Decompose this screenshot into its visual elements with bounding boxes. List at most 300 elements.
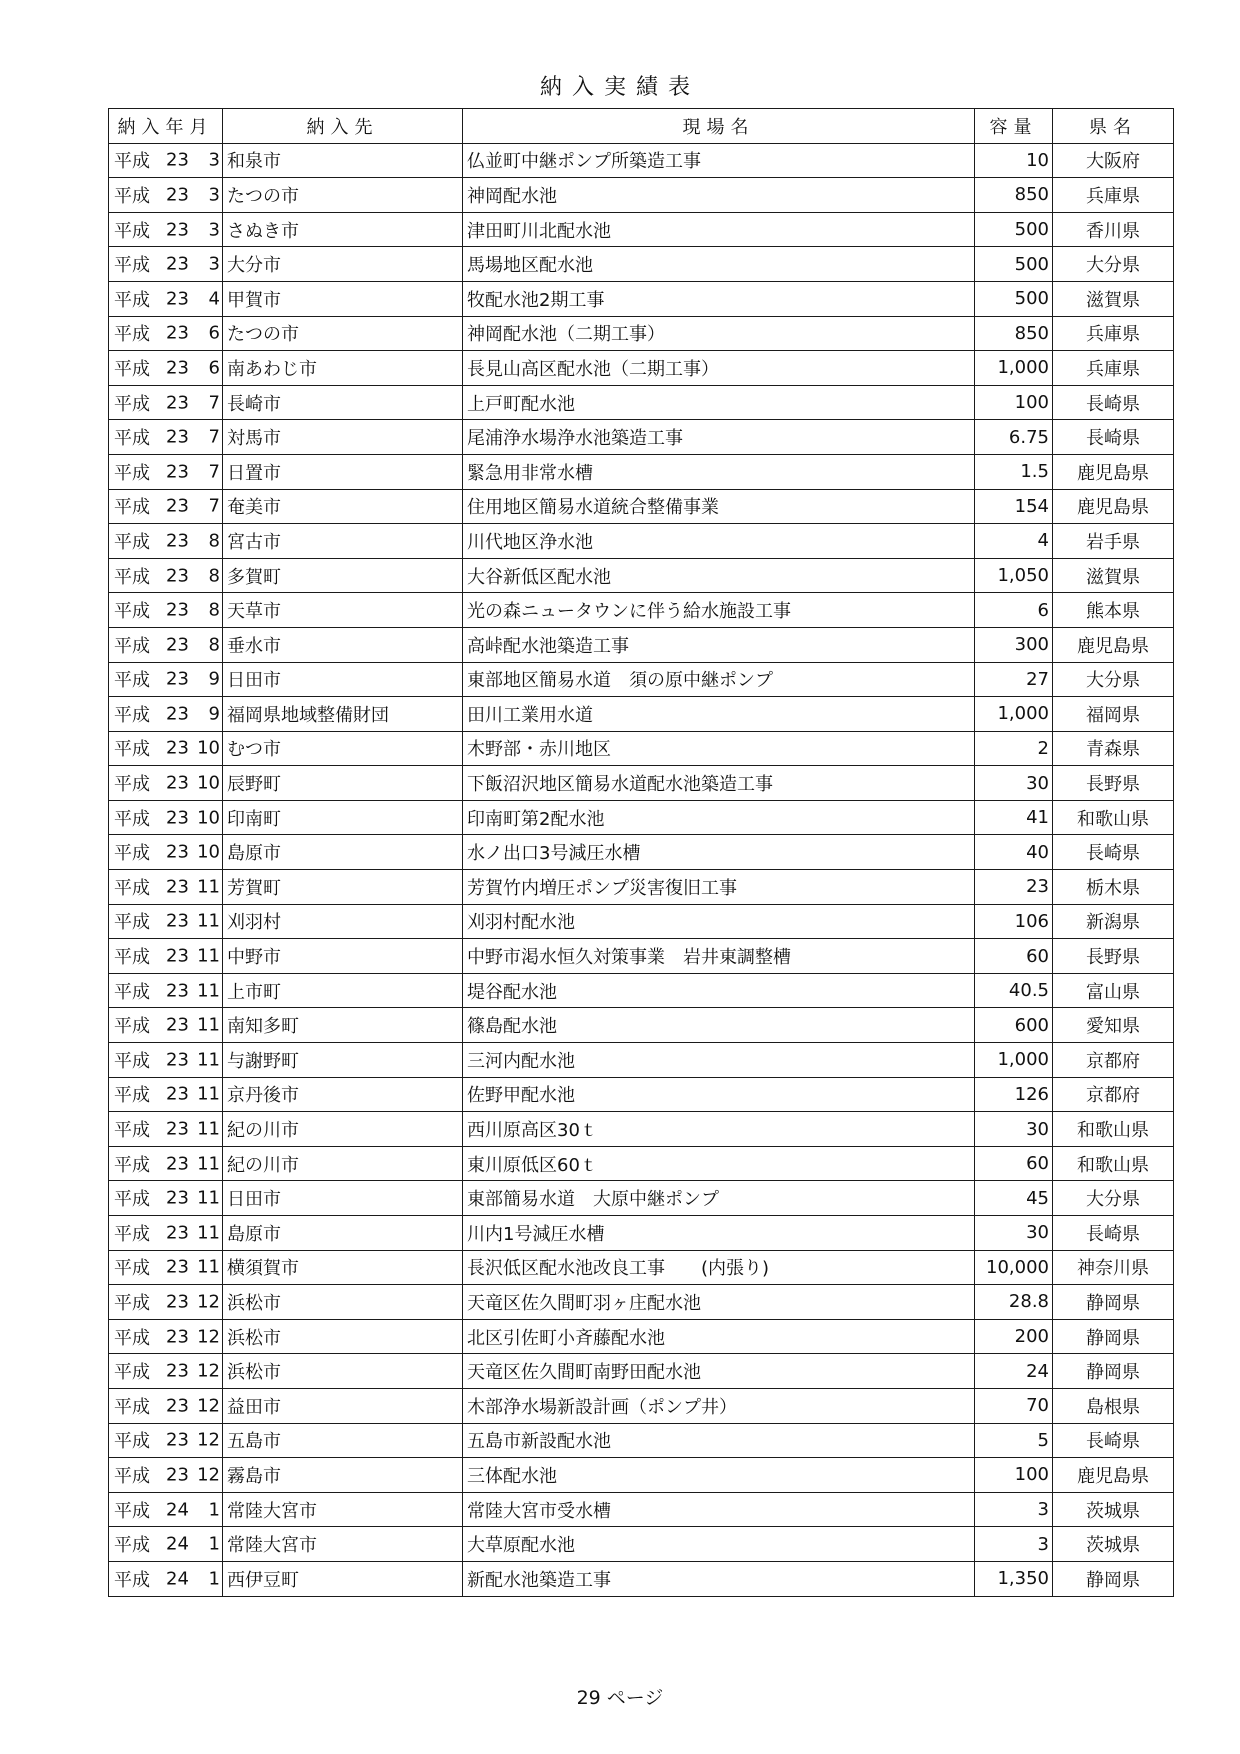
delivery-date-cell <box>109 316 223 351</box>
prefecture-cell: 富山県 <box>1053 973 1174 1008</box>
delivery-month: 3 <box>208 219 220 241</box>
site-name-cell: 田川工業用水道 <box>463 697 975 732</box>
delivery-month: 12 <box>197 1395 220 1417</box>
delivery-month: 10 <box>197 841 220 863</box>
prefecture-cell: 長崎県 <box>1053 385 1174 420</box>
client-cell: 日置市 <box>223 454 463 489</box>
table-row <box>109 1388 1174 1423</box>
site-name-cell: 尾浦浄水場浄水池築造工事 <box>463 420 975 455</box>
era-name: 平成 <box>114 1258 150 1280</box>
table-row <box>109 1561 1174 1596</box>
client-cell: 福岡県地域整備財団 <box>223 697 463 732</box>
table-row <box>109 143 1174 178</box>
delivery-date-cell <box>109 247 223 282</box>
delivery-date-cell <box>109 627 223 662</box>
delivery-month: 12 <box>197 1360 220 1382</box>
capacity-cell: 41 <box>975 800 1053 835</box>
table-row <box>109 1146 1174 1181</box>
capacity-cell: 4 <box>975 524 1053 559</box>
delivery-date-cell <box>109 1354 223 1389</box>
era-year: 23 <box>166 1256 189 1278</box>
era-year: 24 <box>166 1533 189 1555</box>
site-name-cell: 神岡配水池 <box>463 178 975 213</box>
delivery-date-cell <box>109 1043 223 1078</box>
delivery-month: 11 <box>197 980 220 1002</box>
prefecture-cell: 大阪府 <box>1053 143 1174 178</box>
site-name-cell: 東川原低区60ｔ <box>463 1146 975 1181</box>
client-cell: 日田市 <box>223 1181 463 1216</box>
delivery-date-cell <box>109 1181 223 1216</box>
capacity-cell: 300 <box>975 627 1053 662</box>
era-year: 24 <box>166 1499 189 1521</box>
table-row <box>109 524 1174 559</box>
era-name: 平成 <box>114 393 150 415</box>
site-name-cell: 上戸町配水池 <box>463 385 975 420</box>
prefecture-cell: 長崎県 <box>1053 835 1174 870</box>
table-row <box>109 454 1174 489</box>
page-number: 29 ページ <box>576 1687 664 1709</box>
site-name-cell: 大谷新低区配水池 <box>463 558 975 593</box>
era-name: 平成 <box>114 843 150 865</box>
era-name: 平成 <box>114 289 150 311</box>
delivery-date-cell <box>109 1561 223 1596</box>
delivery-date-cell <box>109 1008 223 1043</box>
prefecture-cell: 茨城県 <box>1053 1492 1174 1527</box>
capacity-cell: 6.75 <box>975 420 1053 455</box>
era-year: 23 <box>166 1118 189 1140</box>
table-row <box>109 593 1174 628</box>
client-cell: 紀の川市 <box>223 1146 463 1181</box>
prefecture-cell: 滋賀県 <box>1053 281 1174 316</box>
era-name: 平成 <box>114 1327 150 1349</box>
prefecture-cell: 青森県 <box>1053 731 1174 766</box>
table-row <box>109 1492 1174 1527</box>
table-row <box>109 558 1174 593</box>
table-row <box>109 939 1174 974</box>
site-name-cell: 佐野甲配水池 <box>463 1077 975 1112</box>
delivery-month: 9 <box>208 668 220 690</box>
era-name: 平成 <box>114 1050 150 1072</box>
site-name-cell: 光の森ニュータウンに伴う給水施設工事 <box>463 593 975 628</box>
table-row <box>109 1423 1174 1458</box>
delivery-month: 10 <box>197 807 220 829</box>
table-row <box>109 1354 1174 1389</box>
delivery-month: 11 <box>197 1118 220 1140</box>
prefecture-cell: 大分県 <box>1053 1181 1174 1216</box>
prefecture-cell: 長崎県 <box>1053 420 1174 455</box>
era-year: 23 <box>166 1464 189 1486</box>
delivery-date-cell <box>109 1216 223 1251</box>
table-row <box>109 281 1174 316</box>
prefecture-cell: 和歌山県 <box>1053 800 1174 835</box>
delivery-date-cell <box>109 1077 223 1112</box>
site-name-cell: 仏並町中継ポンプ所築造工事 <box>463 143 975 178</box>
delivery-date-cell <box>109 939 223 974</box>
era-name: 平成 <box>114 912 150 934</box>
prefecture-cell: 長野県 <box>1053 939 1174 974</box>
client-cell: 多賀町 <box>223 558 463 593</box>
prefecture-cell: 長崎県 <box>1053 1423 1174 1458</box>
era-name: 平成 <box>114 635 150 657</box>
delivery-date-cell <box>109 1527 223 1562</box>
client-cell: たつの市 <box>223 178 463 213</box>
era-name: 平成 <box>114 428 150 450</box>
site-name-cell: 北区引佐町小斉藤配水池 <box>463 1319 975 1354</box>
era-name: 平成 <box>114 877 150 899</box>
table-row <box>109 385 1174 420</box>
era-year: 23 <box>166 945 189 967</box>
era-name: 平成 <box>114 1500 150 1522</box>
era-name: 平成 <box>114 1154 150 1176</box>
client-cell: 大分市 <box>223 247 463 282</box>
prefecture-cell: 新潟県 <box>1053 904 1174 939</box>
client-cell: 常陸大宮市 <box>223 1527 463 1562</box>
site-name-cell: 三河内配水池 <box>463 1043 975 1078</box>
delivery-month: 12 <box>197 1291 220 1313</box>
capacity-cell: 6 <box>975 593 1053 628</box>
era-year: 23 <box>166 530 189 552</box>
era-year: 23 <box>166 184 189 206</box>
client-cell: 奄美市 <box>223 489 463 524</box>
table-row <box>109 870 1174 905</box>
site-name-cell: 天竜区佐久間町羽ヶ庄配水池 <box>463 1285 975 1320</box>
capacity-cell: 100 <box>975 385 1053 420</box>
delivery-date-cell <box>109 766 223 801</box>
delivery-date-cell <box>109 1319 223 1354</box>
delivery-month: 11 <box>197 1256 220 1278</box>
client-cell: 常陸大宮市 <box>223 1492 463 1527</box>
prefecture-cell: 香川県 <box>1053 212 1174 247</box>
client-cell: 浜松市 <box>223 1319 463 1354</box>
table-row <box>109 766 1174 801</box>
site-name-cell: 緊急用非常水槽 <box>463 454 975 489</box>
client-cell: 西伊豆町 <box>223 1561 463 1596</box>
table-row <box>109 1077 1174 1112</box>
capacity-cell: 200 <box>975 1319 1053 1354</box>
delivery-month: 7 <box>208 392 220 414</box>
prefecture-cell: 鹿児島県 <box>1053 489 1174 524</box>
delivery-date-cell <box>109 593 223 628</box>
delivery-month: 11 <box>197 876 220 898</box>
table-row <box>109 178 1174 213</box>
site-name-cell: 住用地区簡易水道統合整備事業 <box>463 489 975 524</box>
site-name-cell: 川代地区浄水池 <box>463 524 975 559</box>
prefecture-cell: 和歌山県 <box>1053 1112 1174 1147</box>
prefecture-cell: 鹿児島県 <box>1053 1458 1174 1493</box>
prefecture-cell: 茨城県 <box>1053 1527 1174 1562</box>
client-cell: 益田市 <box>223 1388 463 1423</box>
client-cell: 京丹後市 <box>223 1077 463 1112</box>
era-year: 23 <box>166 599 189 621</box>
delivery-date-cell <box>109 1458 223 1493</box>
era-year: 23 <box>166 980 189 1002</box>
table-row <box>109 1216 1174 1251</box>
era-year: 23 <box>166 1326 189 1348</box>
era-year: 23 <box>166 772 189 794</box>
era-name: 平成 <box>114 358 150 380</box>
delivery-date-cell <box>109 178 223 213</box>
site-name-cell: 刈羽村配水池 <box>463 904 975 939</box>
delivery-month: 10 <box>197 772 220 794</box>
capacity-cell: 60 <box>975 939 1053 974</box>
site-name-cell: 下飯沼沢地区簡易水道配水池築造工事 <box>463 766 975 801</box>
client-cell: 島原市 <box>223 835 463 870</box>
capacity-cell: 27 <box>975 662 1053 697</box>
era-name: 平成 <box>114 601 150 623</box>
era-year: 23 <box>166 1153 189 1175</box>
era-name: 平成 <box>114 1292 150 1314</box>
era-name: 平成 <box>114 1535 150 1557</box>
capacity-cell: 30 <box>975 1216 1053 1251</box>
page-title: 納入実績表 <box>539 75 700 100</box>
capacity-cell: 500 <box>975 247 1053 282</box>
site-name-cell: 大草原配水池 <box>463 1527 975 1562</box>
delivery-date-cell <box>109 489 223 524</box>
era-year: 23 <box>166 565 189 587</box>
prefecture-cell: 京都府 <box>1053 1043 1174 1078</box>
era-name: 平成 <box>114 497 150 519</box>
delivery-date-cell <box>109 1250 223 1285</box>
client-cell: 島原市 <box>223 1216 463 1251</box>
capacity-cell: 3 <box>975 1527 1053 1562</box>
capacity-cell: 23 <box>975 870 1053 905</box>
delivery-month: 12 <box>197 1326 220 1348</box>
capacity-cell: 1,000 <box>975 697 1053 732</box>
site-name-cell: 常陸大宮市受水槽 <box>463 1492 975 1527</box>
prefecture-cell: 大分県 <box>1053 662 1174 697</box>
client-cell: 垂水市 <box>223 627 463 662</box>
table-header-row <box>109 109 1174 144</box>
delivery-date-cell <box>109 1146 223 1181</box>
era-name: 平成 <box>114 739 150 761</box>
table-row <box>109 800 1174 835</box>
capacity-cell: 10,000 <box>975 1250 1053 1285</box>
prefecture-cell: 京都府 <box>1053 1077 1174 1112</box>
capacity-cell: 1,000 <box>975 1043 1053 1078</box>
client-cell: 芳賀町 <box>223 870 463 905</box>
delivery-month: 3 <box>208 184 220 206</box>
era-name: 平成 <box>114 1431 150 1453</box>
prefecture-cell: 鹿児島県 <box>1053 454 1174 489</box>
prefecture-cell: 神奈川県 <box>1053 1250 1174 1285</box>
site-name-cell: 東部簡易水道 大原中継ポンプ <box>463 1181 975 1216</box>
delivery-date-cell <box>109 870 223 905</box>
capacity-cell: 100 <box>975 1458 1053 1493</box>
table-row <box>109 662 1174 697</box>
client-cell: 南あわじ市 <box>223 351 463 386</box>
client-cell: 甲賀市 <box>223 281 463 316</box>
prefecture-cell: 静岡県 <box>1053 1561 1174 1596</box>
era-year: 23 <box>166 149 189 171</box>
delivery-record-table <box>108 108 1174 1597</box>
client-cell: 五島市 <box>223 1423 463 1458</box>
client-cell: たつの市 <box>223 316 463 351</box>
delivery-month: 8 <box>208 530 220 552</box>
site-name-cell: 中野市渇水恒久対策事業 岩井東調整槽 <box>463 939 975 974</box>
prefecture-cell: 兵庫県 <box>1053 351 1174 386</box>
delivery-month: 6 <box>208 357 220 379</box>
client-cell: さぬき市 <box>223 212 463 247</box>
era-year: 23 <box>166 737 189 759</box>
table-row <box>109 697 1174 732</box>
delivery-date-cell <box>109 1388 223 1423</box>
era-year: 23 <box>166 1395 189 1417</box>
delivery-date-cell <box>109 281 223 316</box>
table-row <box>109 1319 1174 1354</box>
capacity-cell: 106 <box>975 904 1053 939</box>
delivery-date-cell <box>109 454 223 489</box>
delivery-date-cell <box>109 662 223 697</box>
site-name-cell: 芳賀竹内増圧ポンプ災害復旧工事 <box>463 870 975 905</box>
client-cell: 中野市 <box>223 939 463 974</box>
prefecture-cell: 福岡県 <box>1053 697 1174 732</box>
capacity-cell: 1,050 <box>975 558 1053 593</box>
client-cell: 印南町 <box>223 800 463 835</box>
capacity-cell: 500 <box>975 212 1053 247</box>
era-name: 平成 <box>114 255 150 277</box>
delivery-month: 8 <box>208 565 220 587</box>
delivery-date-cell <box>109 143 223 178</box>
delivery-month: 1 <box>208 1568 220 1590</box>
era-year: 23 <box>166 426 189 448</box>
delivery-month: 8 <box>208 634 220 656</box>
capacity-cell: 30 <box>975 1112 1053 1147</box>
delivery-date-cell <box>109 524 223 559</box>
site-name-cell: 五島市新設配水池 <box>463 1423 975 1458</box>
delivery-month: 1 <box>208 1533 220 1555</box>
table-row <box>109 420 1174 455</box>
delivery-date-cell <box>109 558 223 593</box>
delivery-month: 7 <box>208 461 220 483</box>
prefecture-cell: 熊本県 <box>1053 593 1174 628</box>
table-row <box>109 627 1174 662</box>
era-name: 平成 <box>114 1223 150 1245</box>
era-year: 23 <box>166 219 189 241</box>
prefecture-cell: 静岡県 <box>1053 1319 1174 1354</box>
era-name: 平成 <box>114 1016 150 1038</box>
delivery-month: 12 <box>197 1429 220 1451</box>
era-year: 23 <box>166 910 189 932</box>
delivery-date-cell <box>109 697 223 732</box>
client-cell: 和泉市 <box>223 143 463 178</box>
era-name: 平成 <box>114 462 150 484</box>
client-cell: 浜松市 <box>223 1285 463 1320</box>
site-name-cell: 西川原高区30ｔ <box>463 1112 975 1147</box>
capacity-cell: 850 <box>975 178 1053 213</box>
era-name: 平成 <box>114 1465 150 1487</box>
delivery-month: 7 <box>208 426 220 448</box>
delivery-date-cell <box>109 420 223 455</box>
capacity-cell: 30 <box>975 766 1053 801</box>
site-name-cell: 川内1号減圧水槽 <box>463 1216 975 1251</box>
delivery-month: 3 <box>208 149 220 171</box>
client-cell: 長崎市 <box>223 385 463 420</box>
prefecture-cell: 兵庫県 <box>1053 316 1174 351</box>
delivery-date-cell <box>109 351 223 386</box>
site-name-cell: 新配水池築造工事 <box>463 1561 975 1596</box>
era-year: 23 <box>166 1222 189 1244</box>
era-year: 23 <box>166 1291 189 1313</box>
delivery-month: 8 <box>208 599 220 621</box>
capacity-cell: 126 <box>975 1077 1053 1112</box>
site-name-cell: 三体配水池 <box>463 1458 975 1493</box>
site-name-cell: 津田町川北配水池 <box>463 212 975 247</box>
era-name: 平成 <box>114 324 150 346</box>
client-cell: 辰野町 <box>223 766 463 801</box>
site-name-cell: 木部浄水場新設計画（ポンプ井） <box>463 1388 975 1423</box>
era-year: 23 <box>166 876 189 898</box>
client-cell: 天草市 <box>223 593 463 628</box>
capacity-cell: 154 <box>975 489 1053 524</box>
prefecture-cell: 和歌山県 <box>1053 1146 1174 1181</box>
delivery-month: 1 <box>208 1499 220 1521</box>
era-year: 23 <box>166 1049 189 1071</box>
capacity-cell: 60 <box>975 1146 1053 1181</box>
era-year: 23 <box>166 1429 189 1451</box>
era-year: 23 <box>166 1187 189 1209</box>
era-name: 平成 <box>114 1120 150 1142</box>
prefecture-cell: 静岡県 <box>1053 1354 1174 1389</box>
era-name: 平成 <box>114 185 150 207</box>
era-year: 23 <box>166 634 189 656</box>
table-row <box>109 351 1174 386</box>
header-delivery-date: 納入年月 <box>109 109 223 144</box>
site-name-cell: 篠島配水池 <box>463 1008 975 1043</box>
era-year: 23 <box>166 357 189 379</box>
delivery-month: 11 <box>197 1083 220 1105</box>
era-year: 23 <box>166 1083 189 1105</box>
delivery-month: 11 <box>197 945 220 967</box>
era-year: 23 <box>166 703 189 725</box>
capacity-cell: 1.5 <box>975 454 1053 489</box>
client-cell: 横須賀市 <box>223 1250 463 1285</box>
table-row <box>109 316 1174 351</box>
table-row <box>109 1043 1174 1078</box>
capacity-cell: 70 <box>975 1388 1053 1423</box>
delivery-month: 9 <box>208 703 220 725</box>
site-name-cell: 印南町第2配水池 <box>463 800 975 835</box>
prefecture-cell: 鹿児島県 <box>1053 627 1174 662</box>
site-name-cell: 長見山高区配水池（二期工事） <box>463 351 975 386</box>
prefecture-cell: 栃木県 <box>1053 870 1174 905</box>
table-row <box>109 904 1174 939</box>
era-name: 平成 <box>114 566 150 588</box>
capacity-cell: 2 <box>975 731 1053 766</box>
era-name: 平成 <box>114 1085 150 1107</box>
delivery-date-cell <box>109 835 223 870</box>
table-row <box>109 731 1174 766</box>
client-cell: 対馬市 <box>223 420 463 455</box>
table-row <box>109 489 1174 524</box>
era-name: 平成 <box>114 1569 150 1591</box>
site-name-cell: 東部地区簡易水道 須の原中継ポンプ <box>463 662 975 697</box>
era-year: 23 <box>166 253 189 275</box>
client-cell: 宮古市 <box>223 524 463 559</box>
capacity-cell: 24 <box>975 1354 1053 1389</box>
era-year: 23 <box>166 461 189 483</box>
site-name-cell: 天竜区佐久間町南野田配水池 <box>463 1354 975 1389</box>
client-cell: 日田市 <box>223 662 463 697</box>
header-prefecture: 県名 <box>1053 109 1174 144</box>
delivery-date-cell <box>109 1423 223 1458</box>
delivery-month: 11 <box>197 1187 220 1209</box>
era-year: 23 <box>166 495 189 517</box>
client-cell: 上市町 <box>223 973 463 1008</box>
capacity-cell: 5 <box>975 1423 1053 1458</box>
era-name: 平成 <box>114 981 150 1003</box>
delivery-month: 6 <box>208 322 220 344</box>
prefecture-cell: 島根県 <box>1053 1388 1174 1423</box>
